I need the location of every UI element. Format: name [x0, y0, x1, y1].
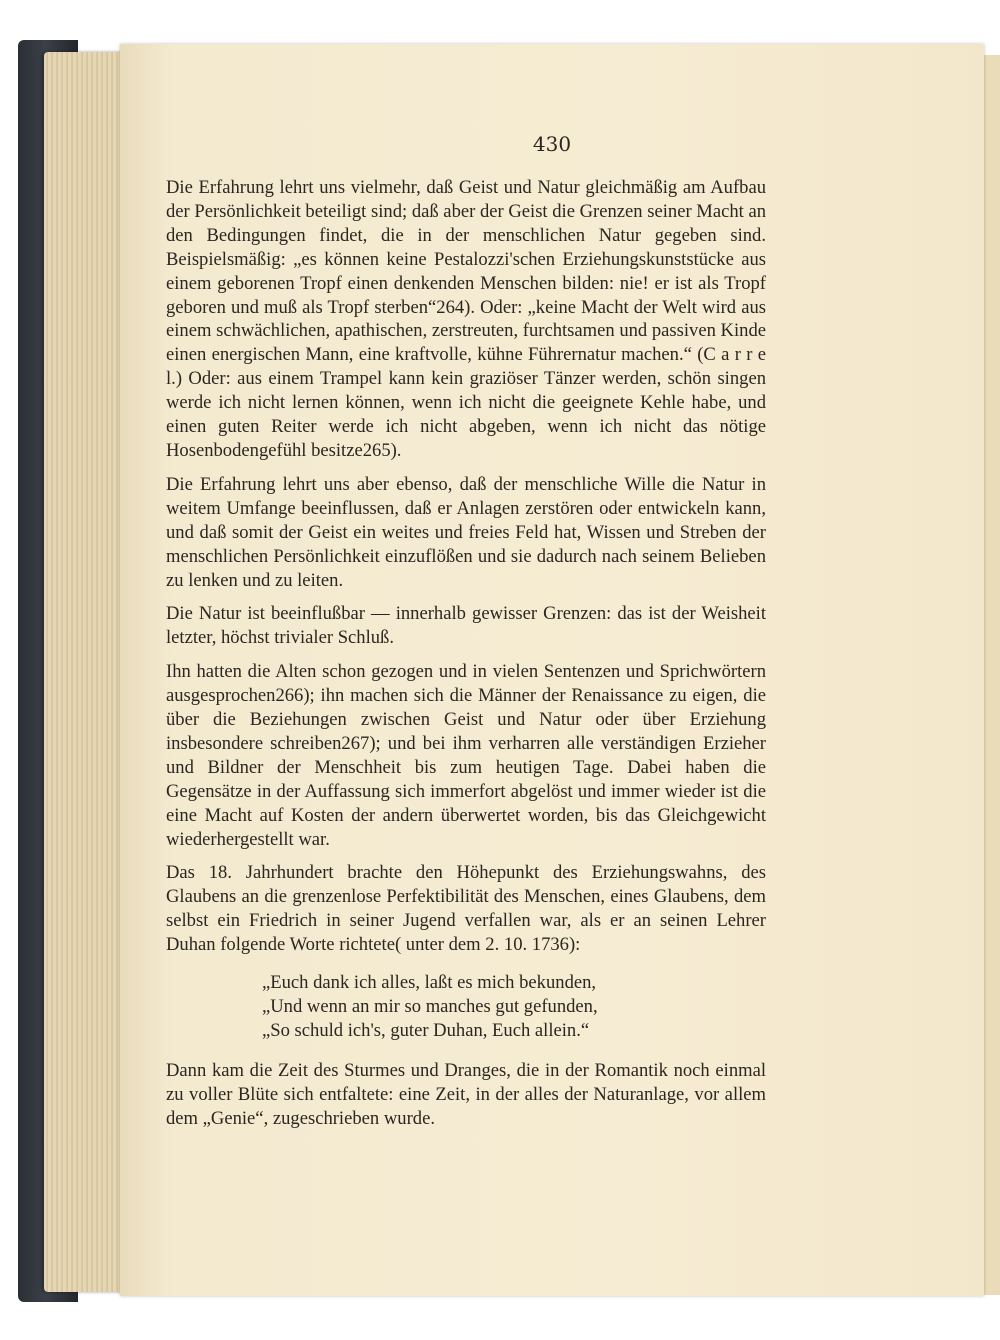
paragraph-5: Das 18. Jahrhundert brachte den Höhepunkt des Erziehungswahns, des Glaubens an die grenzenlose Perfektibilität des Menschen, eines Glaubens, dem selbst ein Friedrich in seiner Jugend verfallen war, als er an seinen Lehrer Duhan folgende Worte richtete( unter dem 2. 10. 1736):	[166, 862, 766, 956]
poem-quote	[262, 971, 766, 1043]
paragraph-3: Die Natur ist beeinflußbar — innerhalb gewisser Grenzen: das ist der Weisheit letzter, höchst trivialer Schluß.	[166, 603, 766, 649]
poem-line-1: „Euch dank ich alles, laßt es mich bekunden,	[262, 972, 597, 994]
poem-line-3: „So schuld ich's, guter Duhan, Euch allein.“	[262, 1019, 590, 1041]
page-body	[166, 128, 766, 1141]
paragraph-1: Die Erfahrung lehrt uns vielmehr, daß Geist und Natur gleichmäßig am Aufbau der Persönlichkeit beteiligt sind; daß aber der Geist die Grenzen seiner Macht an den Bedingungen findet, die in der menschlichen Natur gegeben sind. Beispielsmäßig: „es können keine Pestalozzi'schen Erziehungskunststücke aus einem geborenen Tropf einen denkenden Menschen bilden: nie! er ist als Tropf geboren und muß als Tropf sterben“264). Oder: „keine Macht der Welt wird aus einem schwächlichen, apathischen, zerstreuten, furchtsamen und passiven Kinde einen energischen Mann, eine kraftvolle, kühne Führernatur machen.“ (C a r r e l.) Oder: aus einem Trampel kann kein graziöser Tänzer werden, schön singen werde ich nicht lernen können, wenn ich nicht die geeignete Kehle habe, und einen guten Reiter werde ich nicht abgeben, wenn ich nicht das nötige Hosenbodengefühl besitze265).	[166, 177, 766, 461]
page-number: 430	[532, 132, 572, 156]
paragraph-4: Ihn hatten die Alten schon gezogen und in vielen Sentenzen und Sprichwörtern ausgesprochen266); ihn machen sich die Männer der Renaissance zu eigen, die über die Beziehungen zwischen Geist und Natur oder über Erziehung insbesondere schreiben267); und bei ihm verharren alle verständigen Erzieher und Bildner der Menschheit bis zum heutigen Tage. Dabei haben die Gegensätze in der Auffassung sich immerfort abgelöst und immer wieder ist die eine Macht auf Kosten der andern überwertet worden, bis das Gleichgewicht wiederhergestellt war.	[166, 661, 766, 850]
paragraph-closing: Dann kam die Zeit des Sturmes und Dranges, die in der Romantik noch einmal zu voller Blüte sich entfaltete: eine Zeit, in der alles der Naturanlage, vor allem dem „Genie“, zugeschrieben wurde.	[166, 1059, 766, 1129]
paragraph-2: Die Erfahrung lehrt uns aber ebenso, daß der menschliche Wille die Natur in weitem Umfange beeinflussen, daß er Anlagen zerstören oder entwickeln kann, und daß somit der Geist ein weites und freies Feld hat, Wissen und Streben der menschlichen Persönlichkeit einzuflößen und sie dadurch nach seinem Belieben zu lenken und zu leiten.	[166, 473, 766, 591]
poem-line-2: „Und wenn an mir so manches gut gefunden,	[262, 996, 598, 1017]
